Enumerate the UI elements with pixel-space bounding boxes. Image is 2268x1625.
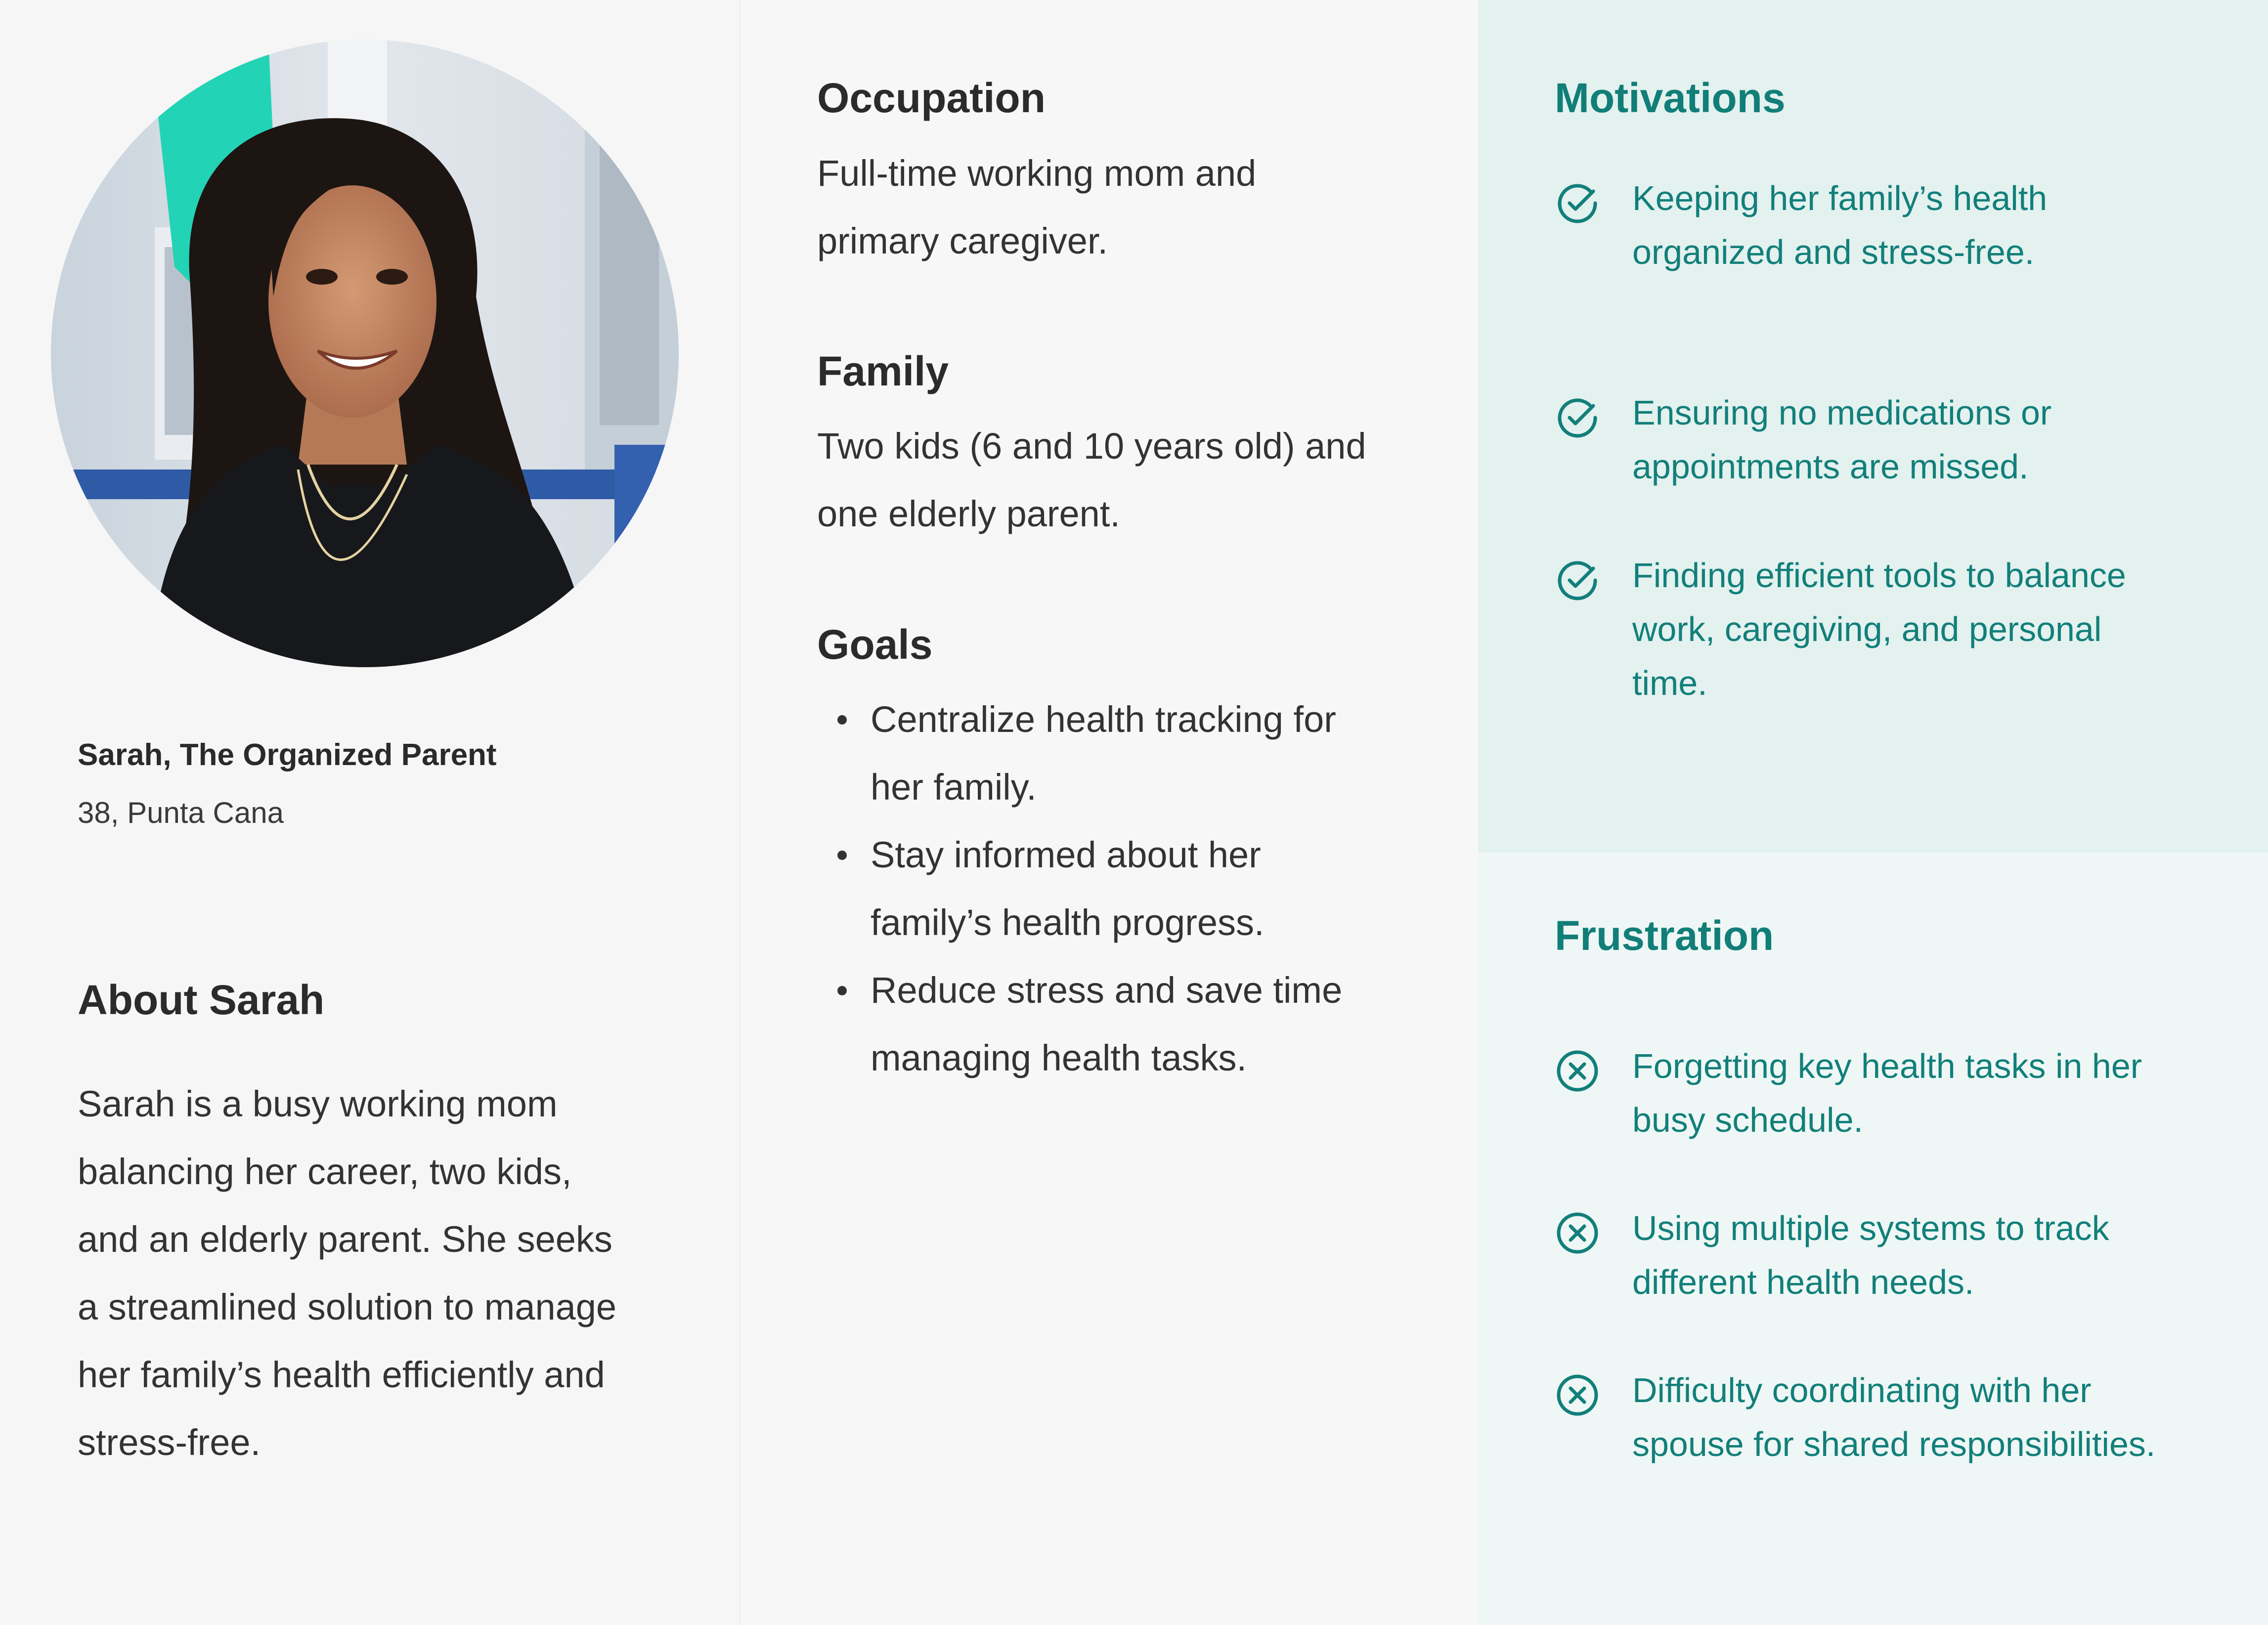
bullet-dot — [837, 715, 847, 725]
goal-line: Centralize health tracking for — [871, 699, 1336, 740]
motivation-line: appointments are missed. — [1632, 447, 2029, 486]
frustration-text — [1632, 1039, 2260, 1147]
about-line: her family’s health efficiently and — [78, 1354, 605, 1395]
motivation-text — [1632, 171, 2260, 279]
motivation-line: Ensuring no medications or — [1632, 393, 2052, 432]
about-text — [78, 1070, 720, 1476]
occupation-title: Occupation — [817, 75, 1046, 121]
goal-line: Stay informed about her — [871, 834, 1261, 875]
family-text — [817, 412, 1460, 548]
check-circle-icon — [1555, 395, 1600, 440]
avatar — [51, 40, 679, 667]
frustration-text — [1632, 1364, 2260, 1471]
motivation-line: organized and stress-free. — [1632, 233, 2035, 271]
about-line: a streamlined solution to manage — [78, 1286, 617, 1327]
portrait-photo — [51, 40, 679, 667]
occupation-line: primary caregiver. — [817, 220, 1108, 261]
frustration-line: spouse for shared responsibilities. — [1632, 1425, 2156, 1463]
goal-item — [817, 956, 1470, 1092]
about-line: Sarah is a busy working mom — [78, 1083, 558, 1124]
frustration-line: Using multiple systems to track — [1632, 1209, 2109, 1247]
motivation-line: work, caregiving, and personal — [1632, 610, 2102, 648]
frustration-line: Forgetting key health tasks in her — [1632, 1047, 2142, 1085]
frustration-line: different health needs. — [1632, 1263, 1974, 1301]
motivation-line: time. — [1632, 664, 1707, 702]
x-circle-icon — [1555, 1210, 1600, 1256]
goal-line: her family. — [871, 767, 1037, 808]
goals-list — [817, 685, 1470, 1092]
goal-line: Reduce stress and save time — [871, 970, 1343, 1011]
about-line: and an elderly parent. She seeks — [78, 1219, 612, 1260]
x-circle-icon — [1555, 1048, 1600, 1094]
persona-age-location: 38, Punta Cana — [78, 796, 284, 829]
goal-item — [817, 821, 1470, 956]
goal-line: managing health tasks. — [871, 1037, 1247, 1078]
check-circle-icon — [1555, 180, 1600, 226]
motivation-text — [1632, 386, 2260, 494]
bullet-dot — [837, 986, 847, 995]
frustration-text — [1632, 1201, 2260, 1309]
motivations-title: Motivations — [1555, 75, 1786, 121]
motivation-line: Finding efficient tools to balance — [1632, 556, 2126, 595]
about-line: stress-free. — [78, 1422, 261, 1463]
check-circle-icon — [1555, 557, 1600, 603]
goal-item — [817, 685, 1470, 821]
frustration-line: Difficulty coordinating with her — [1632, 1371, 2092, 1410]
goals-title: Goals — [817, 621, 933, 668]
about-title: About Sarah — [78, 977, 325, 1023]
occupation-text — [817, 139, 1460, 275]
bullet-dot — [837, 851, 847, 860]
persona-name: Sarah, The Organized Parent — [78, 738, 497, 772]
family-line: Two kids (6 and 10 years old) and — [817, 426, 1366, 467]
x-circle-icon — [1555, 1372, 1600, 1418]
frustration-line: busy schedule. — [1632, 1101, 1863, 1139]
motivation-text — [1632, 549, 2260, 710]
family-title: Family — [817, 348, 949, 394]
family-line: one elderly parent. — [817, 493, 1120, 534]
motivation-line: Keeping her family’s health — [1632, 179, 2048, 217]
goal-line: family’s health progress. — [871, 902, 1265, 943]
occupation-line: Full-time working mom and — [817, 153, 1257, 194]
column-divider — [739, 0, 741, 1625]
frustration-title: Frustration — [1555, 912, 1774, 959]
about-line: balancing her career, two kids, — [78, 1151, 572, 1192]
